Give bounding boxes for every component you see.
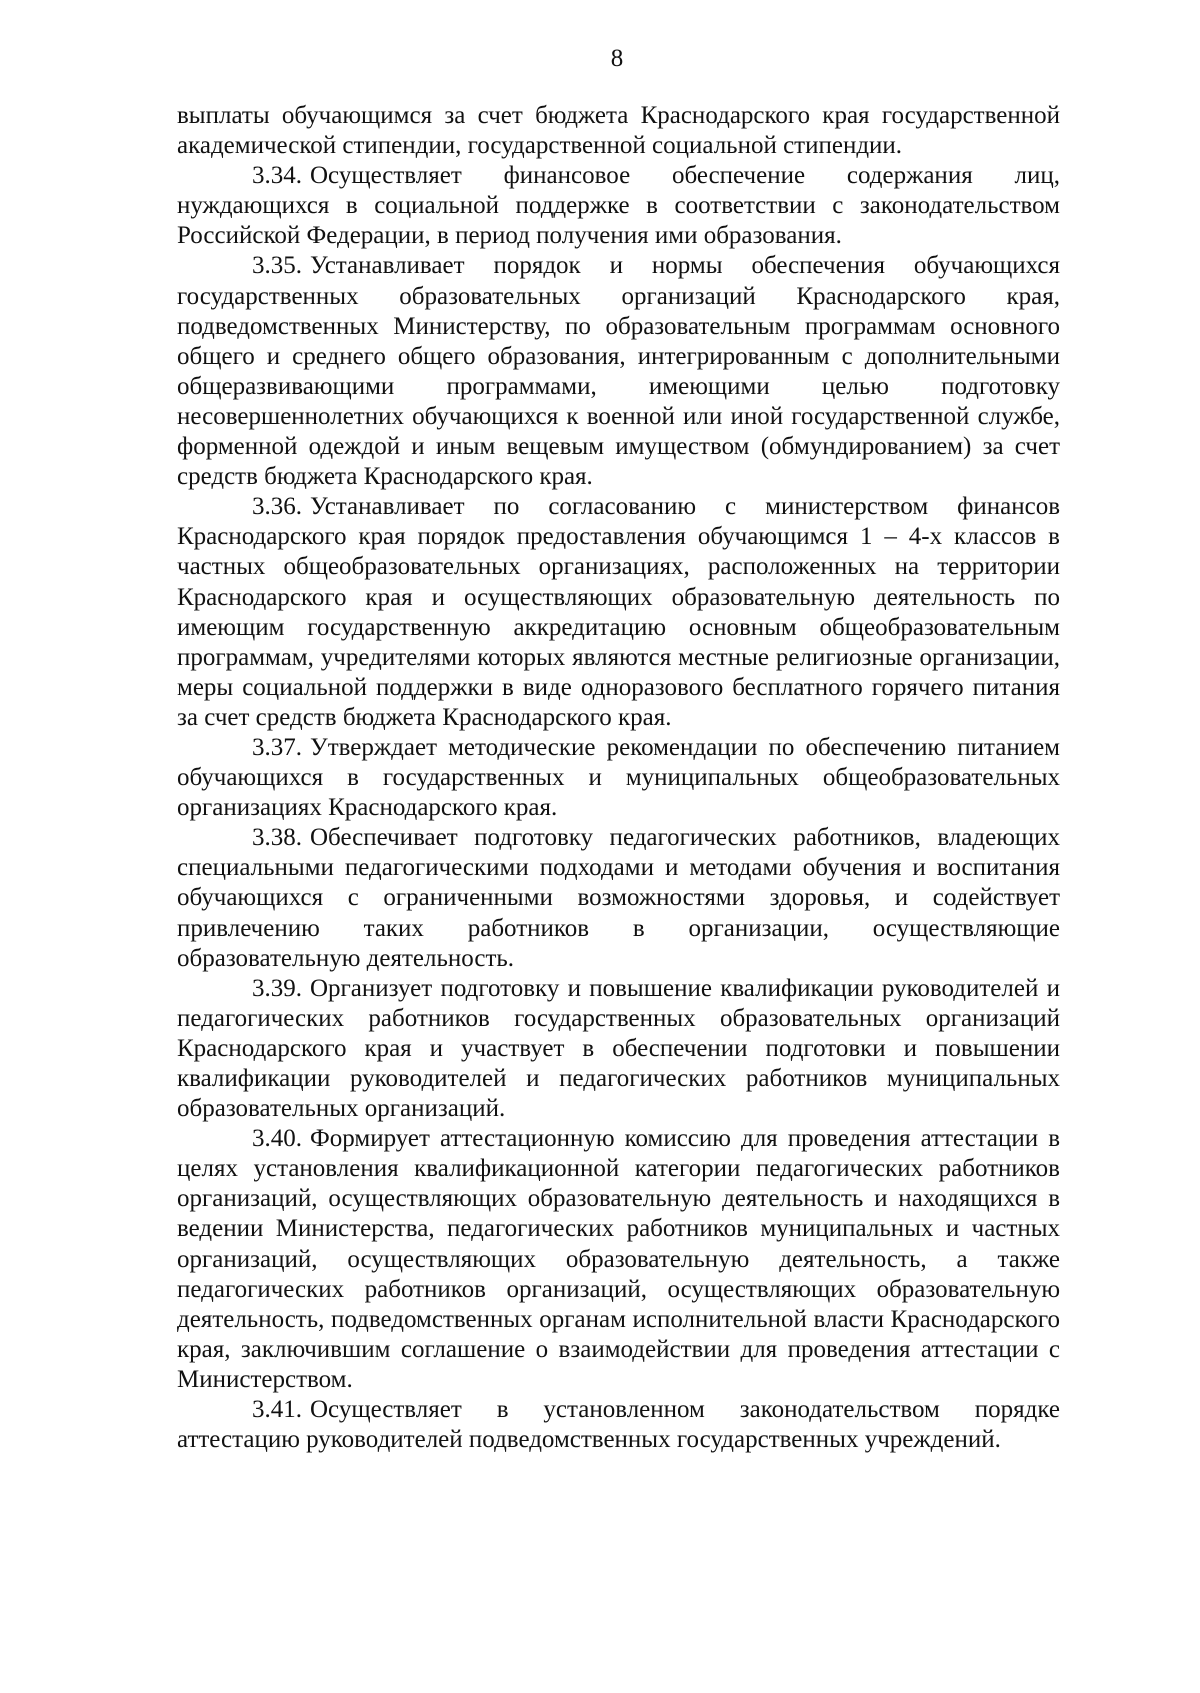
paragraph-text: Утверждает методические рекомендации по обеспечению питанием обучающихся в государственных и муниципальных общеобразовательных организациях Краснодарского края. (177, 733, 1060, 822)
paragraph-number: 3.36. (252, 493, 302, 521)
paragraph-number: 3.40. (252, 1125, 302, 1153)
paragraph-3-40 (177, 1124, 1060, 1395)
paragraph-number: 3.41. (252, 1396, 302, 1424)
document-body (177, 101, 1060, 1455)
paragraph-3-35 (177, 251, 1060, 492)
paragraph-text: Обеспечивает подготовку педагогических работников, владеющих специальными педагогическими подходами и методами обучения и воспитания обучающихся с ограниченными возможностями здоровья, и содействует привлечению таких работников в организации, осуществляющие образовательную деятельность. (177, 824, 1060, 972)
paragraph-text: Организует подготовку и повышение квалификации руководителей и педагогических работников государственных образовательных организаций Краснодарского края и участвует в обеспечении подготовки и повышении квалификации руководителей и педагогических работников муниципальных образовательных организаций. (177, 974, 1060, 1123)
paragraph-text: Осуществляет в установленном законодательством порядке аттестацию руководителей подведомственных государственных учреждений. (177, 1396, 1060, 1454)
paragraph-text: Устанавливает по согласованию с министерством финансов Краснодарского края порядок предоставления обучающимся 1 – 4-х классов в частных общеобразовательных организациях, расположенных на территории Краснодарского края и осуществляющих образовательную деятельность по имеющим государственную аккредитацию основным общеобразовательным программам, учредителями которых являются местные религиозные организации, меры социальной поддержки в виде одноразового бесплатного горячего питания за счет средств бюджета Краснодарского края. (177, 493, 1060, 731)
paragraph-3-36 (177, 492, 1060, 733)
paragraph-3-37 (177, 733, 1060, 823)
paragraph-number: 3.34. (252, 162, 302, 190)
paragraph-number: 3.35. (252, 252, 302, 280)
paragraph-text: Устанавливает порядок и нормы обеспечения обучающихся государственных образовательных организаций Краснодарского края, подведомственных Министерству, по образовательным программам основного общего и среднего общего образования, интегрированным с дополнительными общеразвивающими программами, имеющими целью подготовку несовершеннолетних обучающихся к военной или иной государственной службе, форменной одеждой и иным вещевым имуществом (обмундированием) за счет средств бюджета Краснодарского края. (177, 252, 1060, 491)
paragraph-3-39 (177, 974, 1060, 1124)
paragraph-3-41 (177, 1395, 1060, 1455)
paragraph-number: 3.37. (252, 733, 302, 761)
paragraph-text: Формирует аттестационную комиссию для проведения аттестации в целях установления квалификационной категории педагогических работников организаций, осуществляющих образовательную деятельность и находящихся в ведении Министерства, педагогических работников муниципальных и частных организаций, осуществляющих образовательную деятельность, а также педагогических работников организаций, осуществляющих образовательную деятельность, подведомственных органам исполнительной власти Краснодарского края, заключившим соглашение о взаимодействии для проведения аттестации с Министерством. (177, 1125, 1060, 1393)
paragraph-continuation (177, 101, 1060, 161)
paragraph-number: 3.39. (252, 974, 302, 1002)
paragraph-text: выплаты обучающимся за счет бюджета Краснодарского края государственной академической стипендии, государственной социальной стипендии. (177, 102, 1060, 160)
paragraph-3-38 (177, 823, 1060, 973)
page-number: 8 (610, 45, 624, 72)
paragraph-text: Осуществляет финансовое обеспечение содержания лиц, нуждающихся в социальной поддержке в соответствии с законодательством Российской Федерации, в период получения ими образования. (177, 162, 1060, 250)
paragraph-number: 3.38. (252, 824, 302, 852)
paragraph-3-34 (177, 161, 1060, 251)
